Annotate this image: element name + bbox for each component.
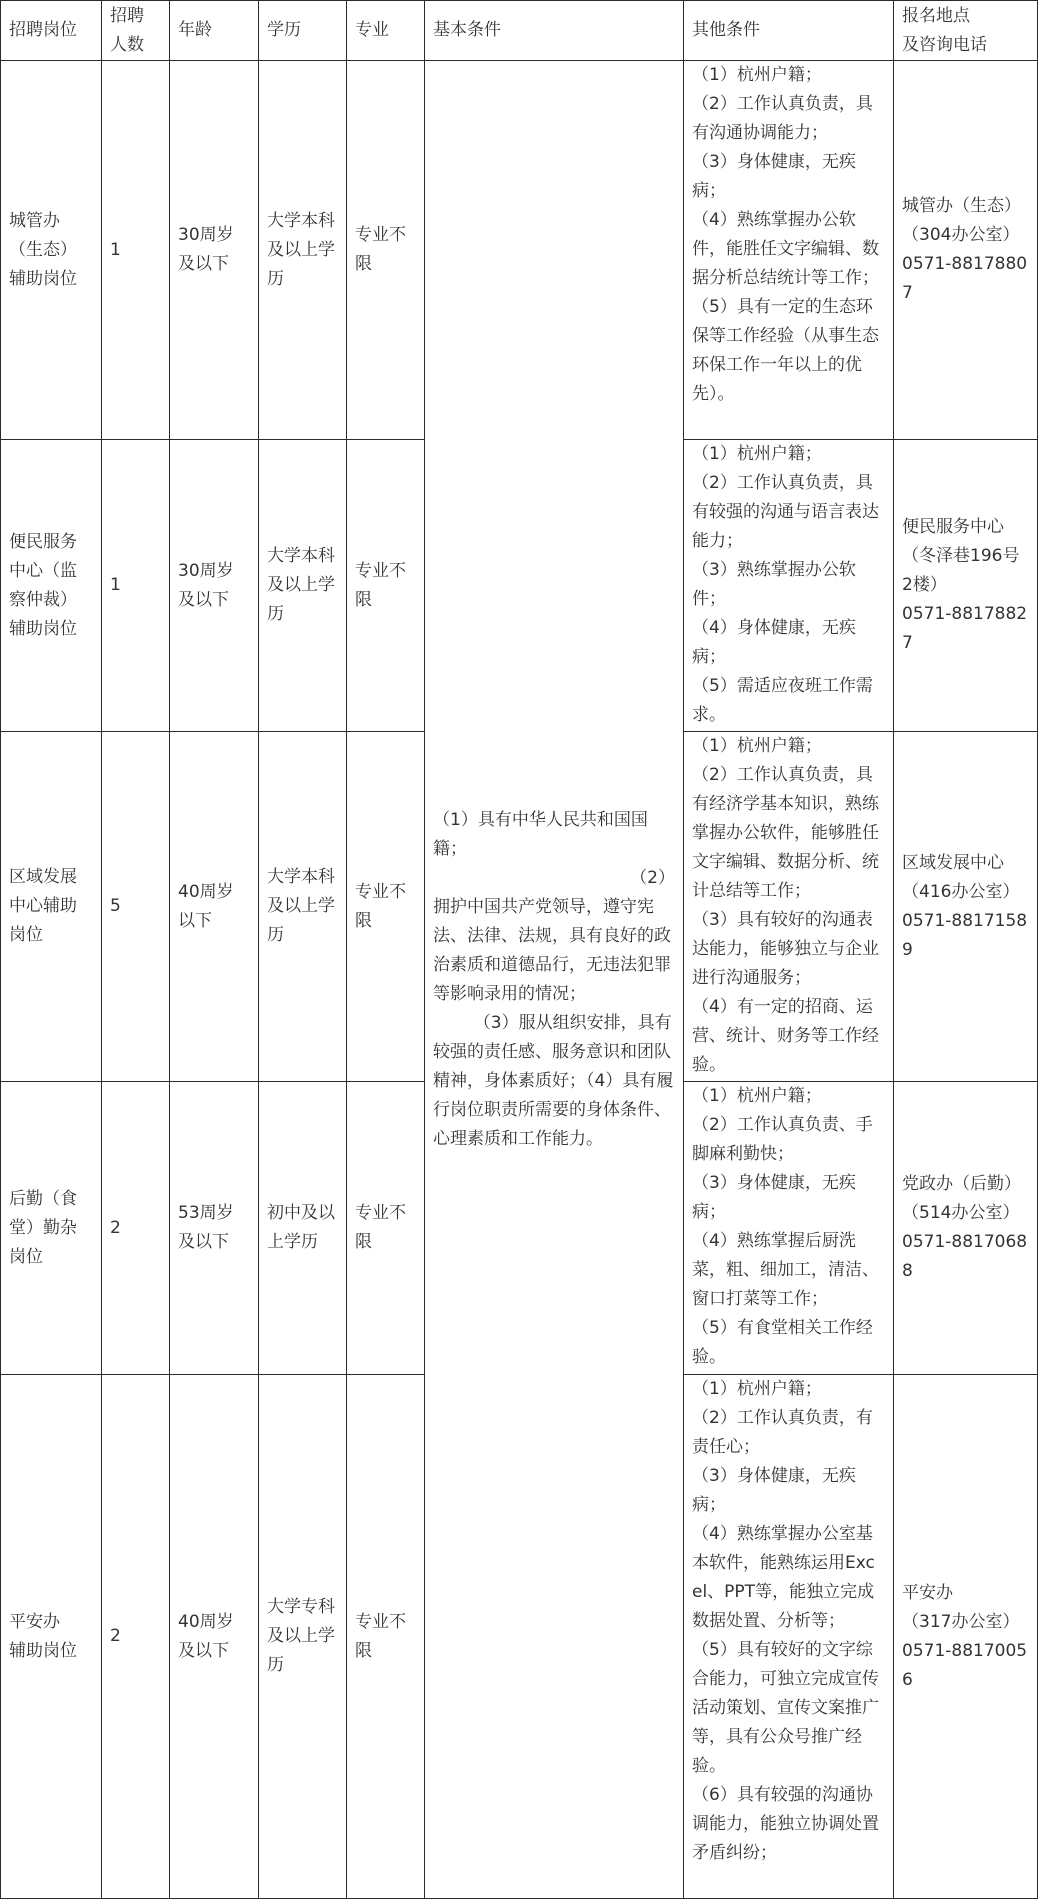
age-cell: 30周岁及以下 — [170, 440, 259, 732]
position-cell: 后勤（食 堂）勤杂 岗位 — [1, 1082, 102, 1375]
header-education: 学历 — [259, 1, 347, 61]
header-basic-conditions: 基本条件 — [425, 1, 684, 61]
major-cell: 专业不限 — [347, 1082, 425, 1375]
education-cell: 大学本科及以上学历 — [259, 440, 347, 732]
major-cell: 专业不限 — [347, 61, 425, 440]
table-row — [1, 61, 1038, 440]
contact-cell: 党政办（后勤） （514办公室） 0571-88170688 — [894, 1082, 1038, 1375]
other-conditions-cell: （1）杭州户籍； （2）工作认真负责，具有经济学基本知识，熟练掌握办公软件，能够胜任文字编辑、数据分析、统计总结等工作； （3）具有较好的沟通表达能力，能够独立与企业进行沟通服务； （4）有一定的招商、运营、统计、财务等工作经验。 — [684, 732, 894, 1082]
other-conditions-cell: （1）杭州户籍； （2）工作认真负责、手脚麻利勤快； （3）身体健康，无疾病； （4）熟练掌握后厨洗菜，粗、细加工，清洁、窗口打菜等工作； （5）有食堂相关工作经验。 — [684, 1082, 894, 1375]
other-conditions-cell: （1）杭州户籍； （2）工作认真负责，有责任心； （3）身体健康，无疾病； （4）熟练掌握办公室基本软件，能熟练运用Excel、PPT等，能独立完成数据处置、分析等； （5）具有较好的文字综合能力，可独立完成宣传活动策划、宣传文案推广等，具有公众号推广经验。 （6）具有较强的沟通协调能力，能独立协调处置矛盾纠纷； — [684, 1375, 894, 1899]
header-age: 年龄 — [170, 1, 259, 61]
age-cell: 40周岁以下 — [170, 732, 259, 1082]
other-conditions-cell: （1）杭州户籍； （2）工作认真负责，具有较强的沟通与语言表达能力； （3）熟练掌握办公软件； （4）身体健康，无疾病； （5）需适应夜班工作需求。 — [684, 440, 894, 732]
position-cell: 城管办 （生态） 辅助岗位 — [1, 61, 102, 440]
contact-cell: 平安办 （317办公室） 0571-88170056 — [894, 1375, 1038, 1899]
major-cell: 专业不限 — [347, 732, 425, 1082]
education-cell: 大学本科及以上学历 — [259, 732, 347, 1082]
age-cell: 30周岁及以下 — [170, 61, 259, 440]
count-cell: 1 — [102, 440, 170, 732]
age-cell: 53周岁及以下 — [170, 1082, 259, 1375]
position-cell: 便民服务 中心（监 察仲裁） 辅助岗位 — [1, 440, 102, 732]
header-position: 招聘岗位 — [1, 1, 102, 61]
major-cell: 专业不限 — [347, 440, 425, 732]
count-cell: 2 — [102, 1375, 170, 1899]
contact-cell: 城管办（生态） （304办公室） 0571-88178807 — [894, 61, 1038, 440]
count-cell: 2 — [102, 1082, 170, 1375]
table-header-row — [1, 1, 1038, 61]
position-cell: 区域发展 中心辅助 岗位 — [1, 732, 102, 1082]
header-count: 招聘 人数 — [102, 1, 170, 61]
contact-cell: 便民服务中心 （冬泽巷196号2楼） 0571-88178827 — [894, 440, 1038, 732]
education-cell: 初中及以上学历 — [259, 1082, 347, 1375]
contact-cell: 区域发展中心 （416办公室） 0571-88171589 — [894, 732, 1038, 1082]
count-cell: 5 — [102, 732, 170, 1082]
major-cell: 专业不限 — [347, 1375, 425, 1899]
header-contact: 报名地点 及咨询电话 — [894, 1, 1038, 61]
other-conditions-cell: （1）杭州户籍； （2）工作认真负责，具有沟通协调能力； （3）身体健康，无疾病； （4）熟练掌握办公软件，能胜任文字编辑、数据分析总结统计等工作； （5）具有一定的生态环保等工作经验（从事生态环保工作一年以上的优先）。 — [684, 61, 894, 440]
education-cell: 大学本科及以上学历 — [259, 61, 347, 440]
basic-conditions-cell: （1）具有中华人民共和国国籍； （2） 拥护中国共产党领导，遵守宪法、法律、法规，具有良好的政治素质和道德品行，无违法犯罪等影响录用的情况； （3）服从组织安排，具有较强的责任感、服务意识和团队精神，身体素质好；（4）具有履行岗位职责所需要的身体条件、心理素质和工作能力。 — [425, 61, 684, 1899]
count-cell: 1 — [102, 61, 170, 440]
header-major: 专业 — [347, 1, 425, 61]
header-other-conditions: 其他条件 — [684, 1, 894, 61]
position-cell: 平安办 辅助岗位 — [1, 1375, 102, 1899]
age-cell: 40周岁及以下 — [170, 1375, 259, 1899]
education-cell: 大学专科及以上学历 — [259, 1375, 347, 1899]
